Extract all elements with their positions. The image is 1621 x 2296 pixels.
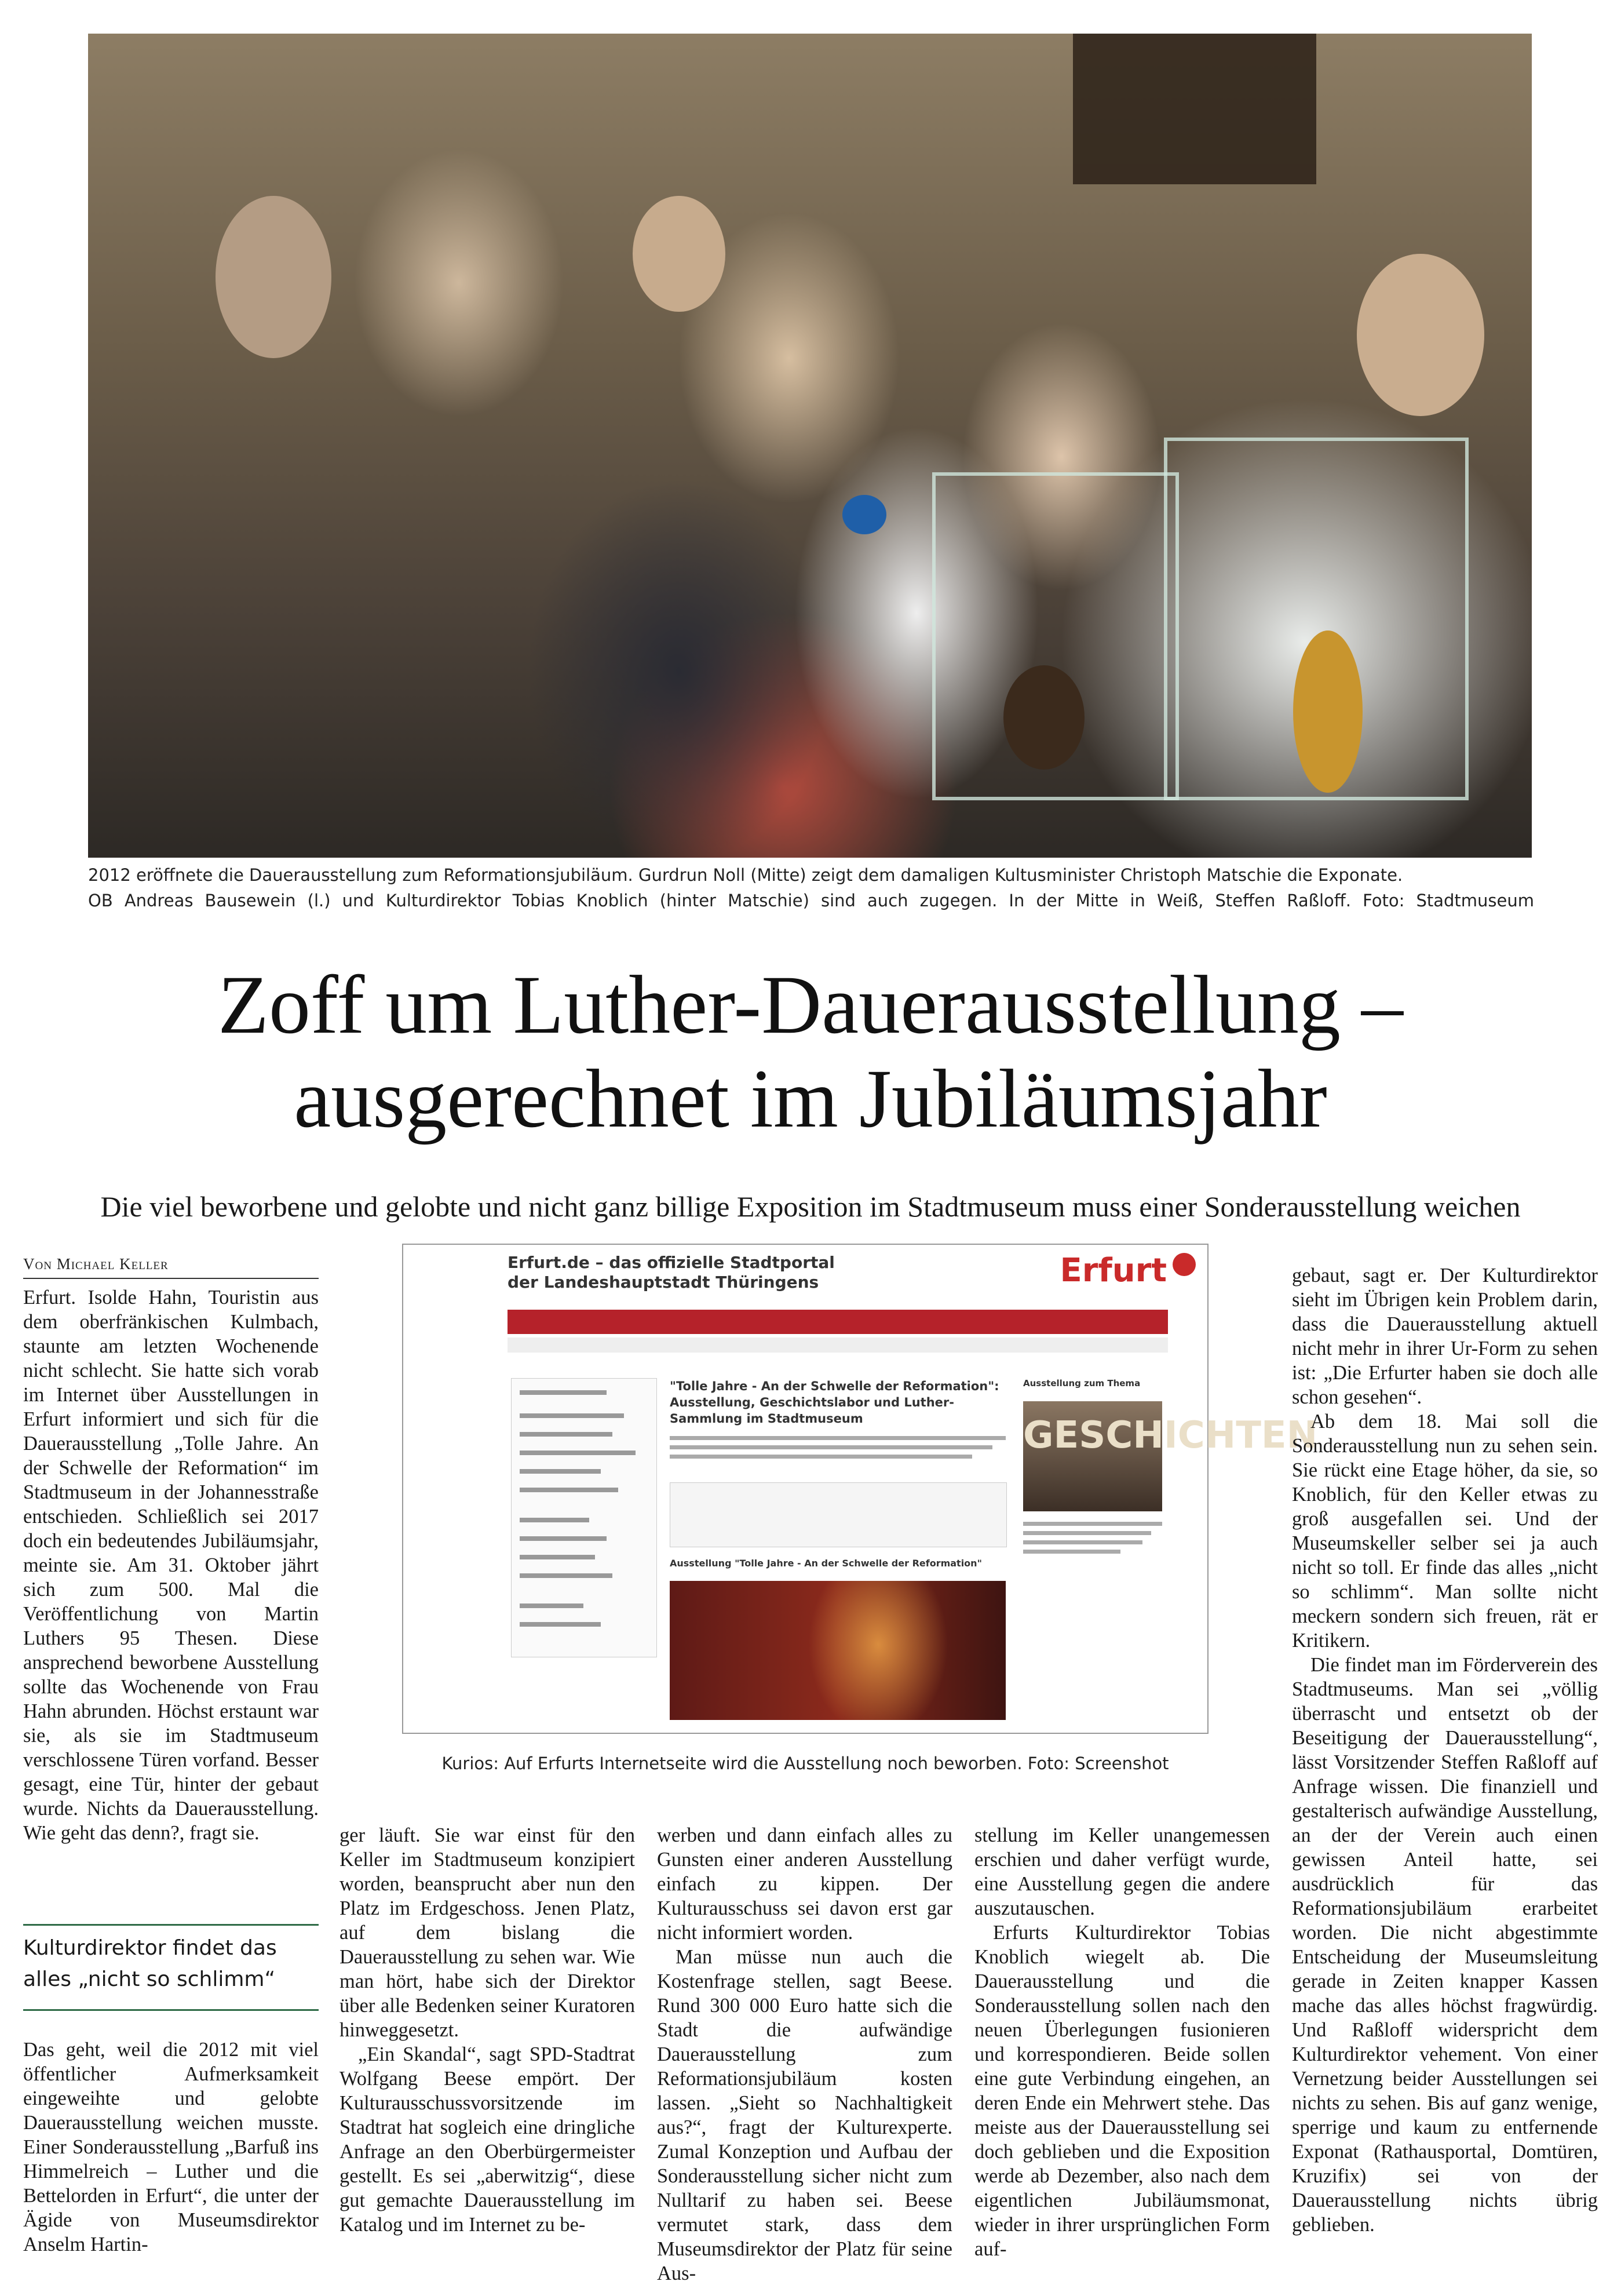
- section-subheading: Kulturdirektor findet das alles „nicht so schlimm“: [23, 1924, 319, 2011]
- screenshot-caption: Kurios: Auf Erfurts Internetseite wird die Ausstellung noch beworben. Foto: Screenshot: [441, 1754, 1169, 1773]
- sidebar-line: [520, 1469, 601, 1474]
- screenshot-breadcrumb: [508, 1337, 1168, 1353]
- headline-line2: ausgerechnet im Jubiläumsjahr: [294, 1053, 1327, 1145]
- screenshot-right-text: [1023, 1522, 1162, 1559]
- photo-caption-line2: OB Andreas Bausewein (l.) und Kulturdirektor Tobias Knoblich (hinter Matschie) sind auch zugegen. In der Mitte in Weiß, Steffen Raßloff. Foto: Stadtmuseum: [88, 891, 1534, 910]
- photo-illustration: [88, 34, 1532, 858]
- headline-line1: Zoff um Luther-Dauerausstellung –: [218, 959, 1403, 1051]
- erfurt-logo: Erfurt: [1060, 1252, 1167, 1289]
- screenshot-page-heading: "Tolle Jahre - An der Schwelle der Reformation": Ausstellung, Geschichtslabor und Luther-Sammlung im Stadtmuseum: [670, 1379, 999, 1426]
- sidebar-line: [520, 1622, 601, 1627]
- sidebar-line: [520, 1603, 583, 1608]
- article-paragraph: Erfurts Kulturdirektor Tobias Knoblich wiegelt ab. Die Dauerausstellung und die Sonderausstellung sollen nach den neuen Überlegungen fusionieren und korrespondieren. Beide sollen eine gute Verbindung eingehen, an deren Ende ein Mehrwert stehe. Das meiste aus der Dauerausstellung sei doch geblieben und die Exposition werde ab Dezember, also nach dem eigentlichen Jubiläumsmonat, wieder in ihrer ursprünglichen Form auf-: [974, 1922, 1270, 2260]
- article-paragraph: Man müsse nun auch die Kostenfrage stellen, sagt Beese. Rund 300 000 Euro hatte sich die Stadt die aufwändige Dauerausstellung zum Reformationsjubiläum kosten lassen. „Sieht so Nachhaltigkeit aus?“, fragt der Kulturexperte. Zumal Konzeption und Aufbau der Sonderausstellung sicher nicht zum Nulltarif zu haben sei. Beese vermutet stark, dass dem Museumsdirektor der Platz für seine Aus-: [657, 1946, 952, 2284]
- article-paragraph: gebaut, sagt er. Der Kulturdirektor sieht im Übrigen kein Problem darin, dass die Dauerausstellung aktuell nicht mehr in ihrer Ur-Form zu sehen ist: „Die Erfurter haben sie doch alle schon gesehen“.: [1292, 1264, 1598, 1408]
- news-photo: [88, 34, 1532, 858]
- screenshot-exhibit-heading: Ausstellung "Tolle Jahre - An der Schwelle der Reformation": [670, 1558, 982, 1569]
- article-paragraph: „Ein Skandal“, sagt SPD-Stadtrat Wolfgang Beese empört. Der Kulturausschussvorsitzende im Stadtrat hat sogleich eine dringliche Anfrage an den Oberbürgermeister gestellt. Es sei „aberwitzig“, diese gut gemachte Dauerausstellung im Katalog und im Internet zu be-: [339, 2043, 635, 2236]
- subheadline: Die viel beworbene und gelobte und nicht ganz billige Exposition im Stadtmuseum muss einer Sonderausstellung weichen: [100, 1190, 1521, 1223]
- sidebar-line: [520, 1536, 607, 1541]
- sidebar-line: [520, 1432, 612, 1437]
- screenshot-header: [403, 1245, 1207, 1303]
- sidebar-line: [520, 1488, 618, 1492]
- screenshot-right-heading: Ausstellung zum Thema: [1023, 1378, 1141, 1388]
- screenshot-crucifix-image: [670, 1581, 1006, 1720]
- sidebar-line: [520, 1518, 589, 1522]
- article-lead-paragraph: Erfurt. Isolde Hahn, Touristin aus dem oberfränkischen Kulmbach, staunte am letzten Wochenende nicht schlecht. Sie hatte sich vorab im Internet über Ausstellungen in Erfurt informiert und sich für die Dauerausstellung „Tolle Jahre. An der Schwelle der Reformation“ im Stadtmuseum in der Johannesstraße entschieden. Schließlich sei 2017 doch ein bedeutendes Jubiläumsjahr, meinte sie. Am 31. Oktober jährt sich zum 500. Mal die Veröffentlichung von Martin Luthers 95 Thesen. Diese ansprechend beworbene Ausstellung sollte das Wochenende von Frau Hahn abrunden. Höchst erstaunt war sie, als sie im Stadtmuseum verschlossene Türen vorfand. Besser gesagt, eine Tür, hinter der gebaut wurde. Nichts da Dauerausstellung. Wie geht das denn?, fragt sie.: [23, 1287, 319, 1844]
- article-column-1b: [23, 2038, 319, 2257]
- article-column-2: [339, 1823, 635, 2237]
- screenshot-promo-image: GESCHICHTEN: [1023, 1401, 1162, 1511]
- article-paragraph: stellung im Keller unangemessen erschien und daher verfügt wurde, eine Ausstellung gegen die andere auszutauschen.: [974, 1824, 1270, 1919]
- sidebar-line: [520, 1573, 612, 1578]
- screenshot-sidebar: [511, 1378, 657, 1657]
- erfurt-logo-icon: [1173, 1253, 1196, 1276]
- sidebar-line: [520, 1451, 636, 1455]
- article-paragraph: Die findet man im Förderverein des Stadtmuseums. Man sei „völlig überrascht und entsetzt ob der Beseitigung der Dauerausstellung“, lässt Vorsitzender Steffen Raßloff auf Anfrage wissen. Die finanziell und gestalterisch aufwändige Ausstellung, an der der Verein auch einen gewissen Anteil hatte, sei ausdrücklich für das Reformationsjubiläum erarbeitet worden. Die nicht abgestimmte Entscheidung der Museumsleitung gerade in Zeiten knapper Kassen mache das alles höchst fragwürdig. Und Raßloff widerspricht dem Kulturdirektor vehement. Von einer Vernetzung beider Ausstellungen sei nichts zu sehen. Bis auf ganz wenige, sperrige und kaum zu entfernende Exponat (Rathausportal, Domtüren, Kruzifix) sei von der Dauerausstellung nichts übrig geblieben.: [1292, 1654, 1598, 2236]
- article-column-4: [974, 1823, 1270, 2261]
- sidebar-line: [520, 1390, 607, 1395]
- sidebar-line: [520, 1555, 595, 1559]
- screenshot-contents-box: [670, 1482, 1007, 1547]
- article-paragraph: Ab dem 18. Mai soll die Sonderausstellung nun zu sehen sein. Sie rückt eine Etage höher, da sie, so Knoblich, für den Keller etwas zu groß ausgefallen sei. Und der Museumskeller selber sei ja auch nicht so toll. Er finde das alles „nicht so schlimm“. Man sollte nicht meckern sondern sich freuen, rät er Kritikern.: [1292, 1411, 1598, 1652]
- article-paragraph: ger läuft. Sie war einst für den Keller im Stadtmuseum konzipiert worden, beansprucht aber nun den Platz im Erdgeschoss. Jenen Platz, auf dem bislang die Dauerausstellung zu sehen war. Wie man hört, habe sich der Direktor über alle Bedenken seiner Kuratoren hinweggesetzt.: [339, 1824, 635, 2041]
- author-byline: Von Michael Keller: [23, 1255, 319, 1279]
- screenshot-body-text: [670, 1436, 1006, 1464]
- screenshot-nav-bar: [508, 1310, 1168, 1334]
- article-paragraph: werben und dann einfach alles zu Gunsten einer anderen Ausstellung einfach zu kippen. Der Kulturausschuss sei davon erst gar nicht informiert worden.: [657, 1824, 952, 1944]
- screenshot-site-subtitle: der Landeshauptstadt Thüringens: [508, 1273, 819, 1292]
- article-column-1: [23, 1285, 319, 1845]
- sidebar-line: [520, 1413, 624, 1418]
- article-paragraph: Das geht, weil die 2012 mit viel öffentlicher Aufmerksamkeit eingeweihte und gelobte Dauerausstellung weichen musste. Einer Sonderausstellung „Barfuß ins Himmelreich – Luther und die Bettelorden in Erfurt“, die unter der Ägide von Museumsdirektor Anselm Hartin-: [23, 2039, 319, 2255]
- screenshot-site-title: Erfurt.de – das offizielle Stadtportal: [508, 1253, 835, 1272]
- website-screenshot: [402, 1244, 1318, 1734]
- photo-caption-line1: 2012 eröffnete die Dauerausstellung zum Reformationsjubiläum. Gurdrun Noll (Mitte) zeigt dem damaligen Kultusminister Christoph Matschie die Exponate.: [88, 865, 1403, 885]
- article-column-3: [657, 1823, 952, 2286]
- article-column-5: [1292, 1263, 1598, 2237]
